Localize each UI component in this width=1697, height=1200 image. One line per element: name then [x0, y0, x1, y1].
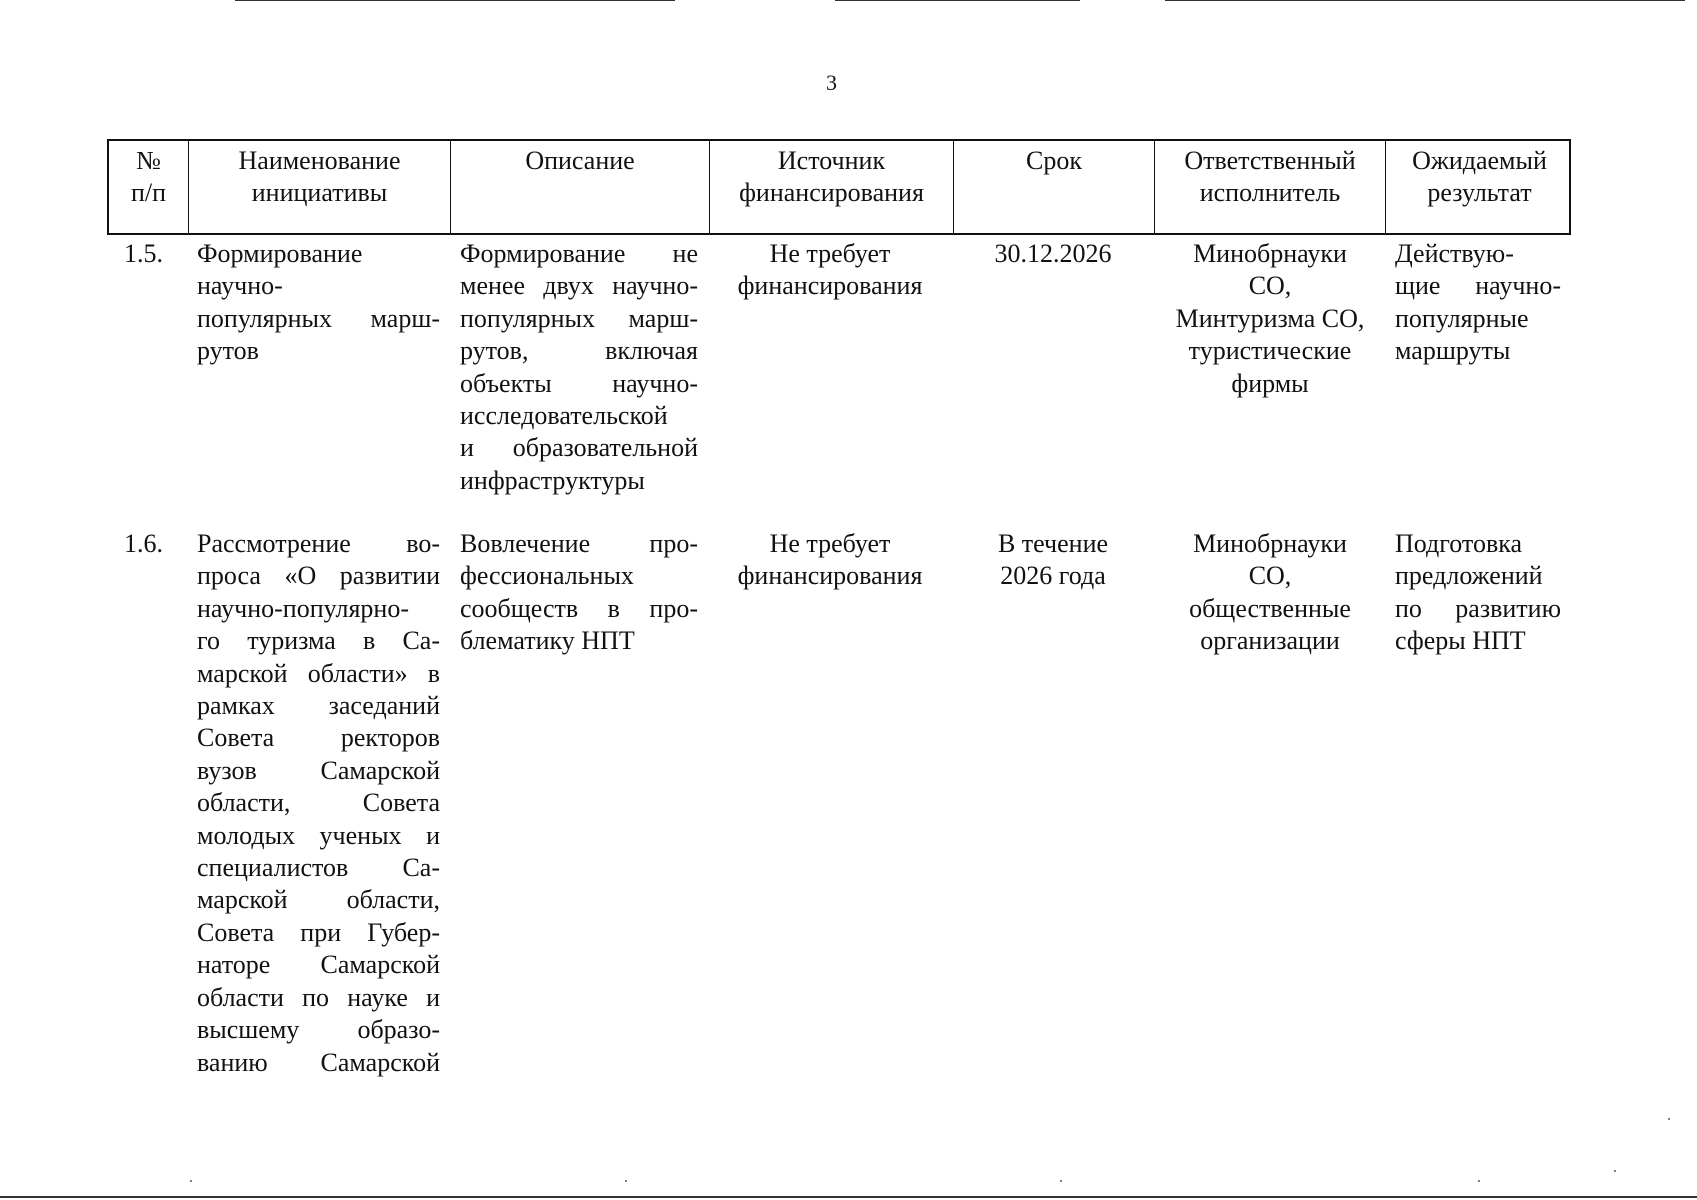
row-number: 1.6. — [124, 529, 163, 558]
row-deadline: В течение 2026 года — [997, 529, 1109, 591]
table-header — [107, 139, 1571, 235]
row-description: Формирование не менее двух научно- популярных марш- рутов, включая объекты научно- исследовательской и образовательной инфраструктуры — [460, 239, 698, 495]
scan-speck — [1478, 1180, 1480, 1182]
header-cell-number: № п/п — [109, 141, 189, 233]
header-cell-responsible: Ответственный исполнитель — [1155, 141, 1386, 233]
scan-speck — [1668, 1118, 1670, 1120]
page-number: 3 — [826, 70, 837, 95]
row-number: 1.5. — [124, 239, 163, 268]
scan-edge-top — [235, 0, 675, 1]
header-cell-expected-result: Ожидаемый результат — [1412, 146, 1547, 207]
header-cell-initiative-name: Наименование инициативы — [189, 141, 451, 233]
row-funding-source: Не требует финансирования — [737, 529, 923, 591]
scan-edge-top — [1165, 0, 1685, 1]
row-initiative-name: Рассмотрение во- проса «О развитии научно-популярно- го туризма в Са- марской области» в рамках заседаний Совета ректоров вузов Самарской области, Совета молодых ученых и специалистов Са- марской области, Совета при Губер- наторе Самарской области по науке и высшему образо- ванию Самарской — [197, 529, 440, 1077]
header-cell-deadline: Срок — [954, 141, 1155, 233]
scan-speck — [625, 1180, 627, 1182]
row-funding-source: Не требует финансирования — [737, 239, 923, 301]
row-responsible: Минобрнауки СО, Минтуризма СО, туристические фирмы — [1175, 239, 1365, 398]
scan-speck — [1060, 1180, 1062, 1182]
scan-speck — [190, 1180, 192, 1182]
row-initiative-name: Формирование научно- популярных марш- рутов — [197, 239, 440, 366]
header-cell-funding-source: Источник финансирования — [710, 141, 954, 233]
row-deadline: 30.12.2026 — [994, 239, 1112, 268]
scan-speck — [1614, 1170, 1616, 1172]
row-description: Вовлечение про- фессиональных сообществ в про- блематику НПТ — [460, 529, 698, 656]
row-expected-result: Действую- щие научно- популярные маршруты — [1395, 239, 1561, 366]
row-expected-result: Подготовка предложений по развитию сферы НПТ — [1395, 529, 1561, 656]
scan-edge-bottom — [0, 1196, 1697, 1198]
row-responsible: Минобрнауки СО, общественные организации — [1189, 529, 1351, 656]
scan-edge-top — [835, 0, 1080, 1]
header-cell-description: Описание — [451, 141, 710, 233]
